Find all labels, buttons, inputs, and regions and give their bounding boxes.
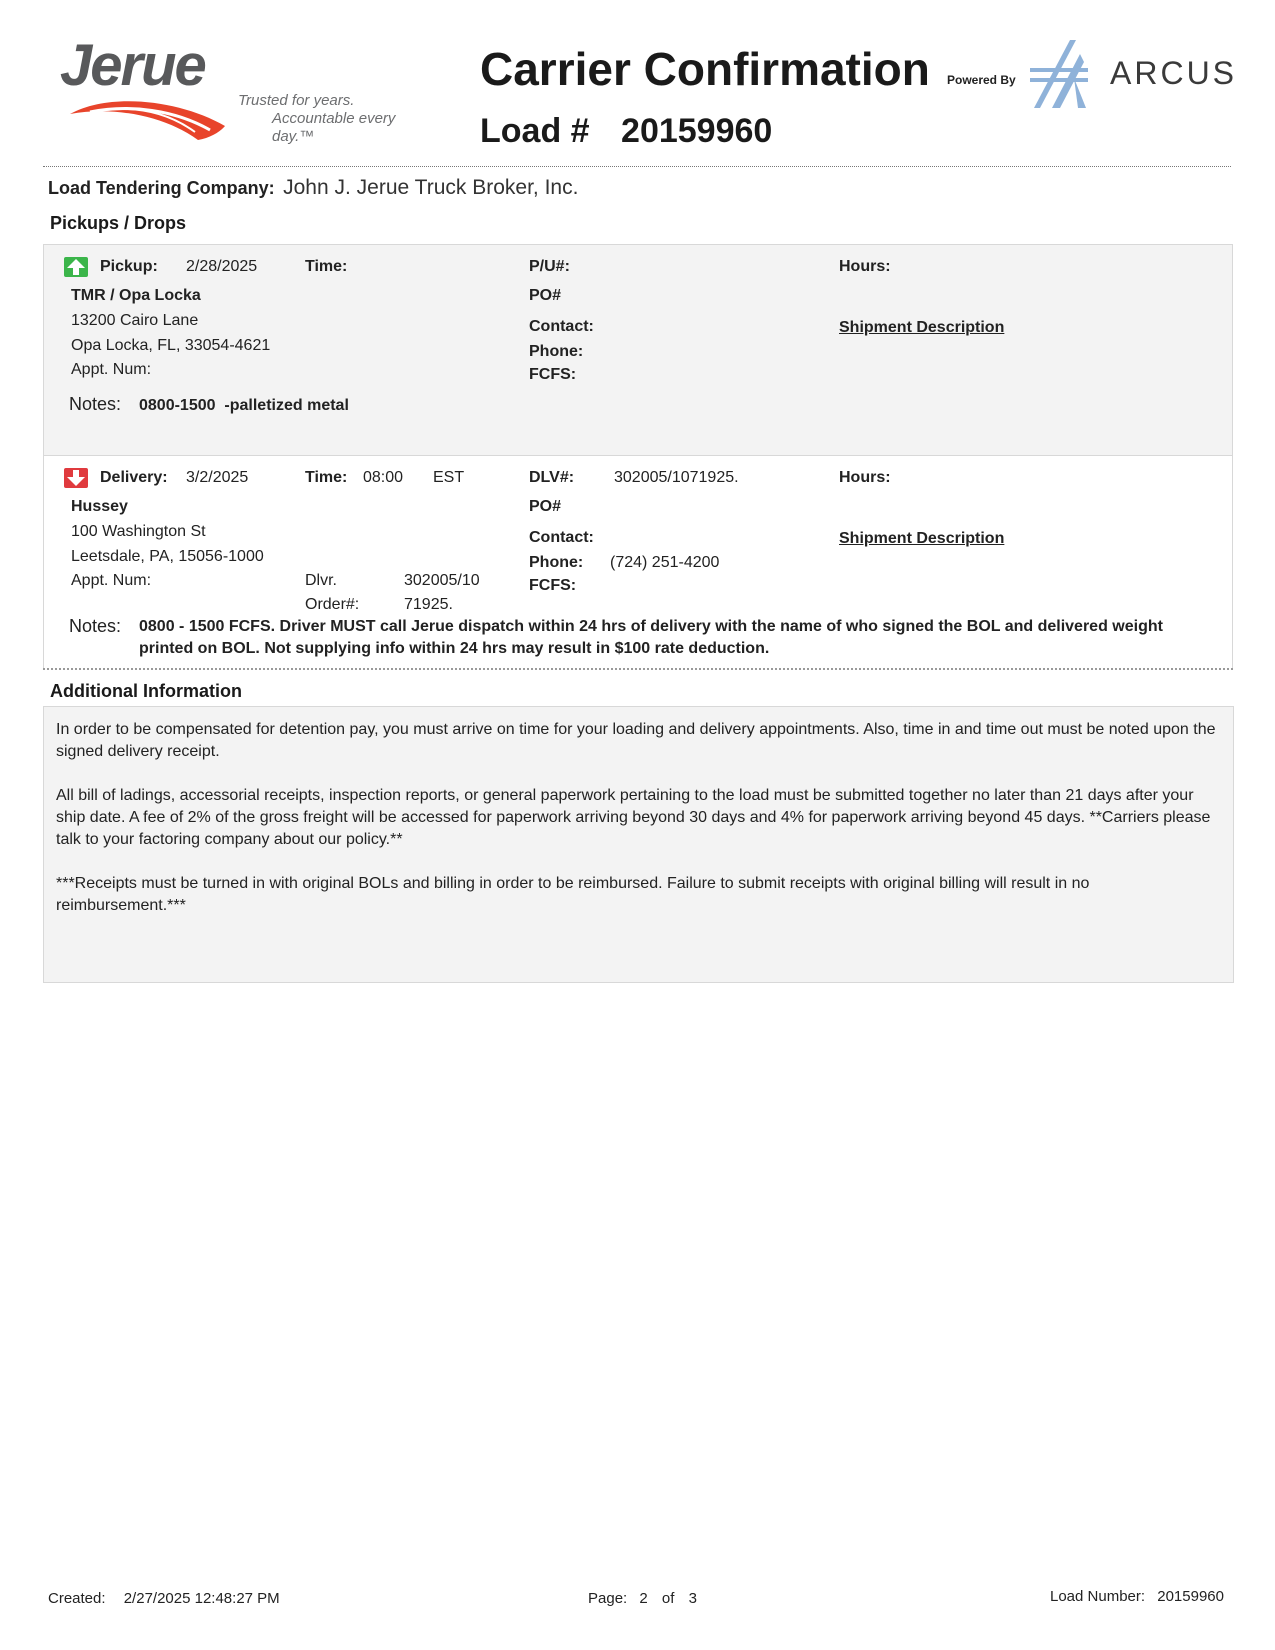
page-total: 3 — [688, 1590, 697, 1607]
delivery-ref-value: 302005/1071925. — [614, 469, 739, 486]
arcus-logo-icon — [1030, 38, 1090, 110]
pickup-address1: 13200 Cairo Lane — [71, 312, 199, 329]
tendering-company — [48, 176, 578, 200]
additional-info-paragraph-1: In order to be compensated for detention pay, you must arrive on time for your loading and delivery appointments. Also, time in and time out must be noted upon the signed delivery receipt. — [56, 721, 1216, 760]
powered-by: Powered By — [947, 73, 1016, 87]
pickup-hours-label: Hours: — [839, 258, 891, 275]
dlvr-value-line1: 302005/10 — [404, 572, 480, 589]
pickup-appt-label: Appt. Num: — [71, 361, 152, 378]
pickup-notes-label: Notes: — [69, 394, 122, 414]
delivery-ref-label: DLV#: — [529, 469, 575, 486]
pickup-address2: Opa Locka, FL, 33054-4621 — [71, 337, 271, 354]
dlvr-label-line1: Dlvr. — [305, 572, 337, 589]
footer-load-number-value: 20159960 — [1157, 1588, 1224, 1605]
pickup-contact-label: Contact: — [529, 318, 594, 335]
additional-info-heading: Additional Information — [50, 681, 242, 701]
delivery-notes-line2: printed on BOL. Not supplying info within 24 hrs may result in $100 rate deduction. — [139, 640, 770, 657]
pickup-time-label: Time: — [305, 258, 348, 275]
delivery-shipment-description-link[interactable]: Shipment Description — [839, 530, 1005, 547]
delivery-date: 3/2/2025 — [186, 469, 249, 486]
page-of: of — [661, 1590, 675, 1607]
delivery-address2: Leetsdale, PA, 15056-1000 — [71, 548, 264, 565]
footer-load-number-label: Load Number: — [1050, 1588, 1146, 1605]
created-label: Created: — [48, 1590, 106, 1607]
page-title: Carrier Confirmation — [480, 43, 930, 95]
tendering-label: Load Tendering Company: — [48, 178, 275, 198]
delivery-notes-line1: 0800 - 1500 FCFS. Driver MUST call Jerue dispatch within 24 hrs of delivery with the name of who signed the BOL and delivered weight — [139, 618, 1163, 635]
delivery-notes-label: Notes: — [69, 616, 122, 636]
brand-logo — [58, 32, 228, 142]
load-label: Load # — [480, 112, 590, 150]
pickup-shipment-description-link[interactable]: Shipment Description — [839, 319, 1005, 336]
delivery-dlvr-value — [404, 569, 480, 617]
delivery-po-label: PO# — [529, 498, 562, 515]
pickup-notes: 0800-1500 -palletized metal — [139, 397, 349, 414]
tagline-line1: Trusted for years. — [238, 92, 355, 109]
arcus-wordmark: ARCUS — [1110, 55, 1238, 91]
additional-info-panel — [43, 706, 1234, 983]
tagline-line2: Accountable every day.™ — [272, 110, 396, 145]
pickup-date: 2/28/2025 — [186, 258, 258, 275]
page-current: 2 — [639, 1590, 648, 1607]
delivery-panel — [43, 456, 1233, 668]
pickup-panel — [43, 244, 1233, 456]
additional-info-paragraph-2: All bill of ladings, accessorial receipts, inspection reports, or general paperwork pertaining to the load must be submitted together no later than 21 days after your ship date. A fee of 2% of the gross freight will be accessed for paperwork arriving beyond 30 days and 4% for paperwork arriving beyond 45 days. **Carriers please talk to your factoring company about our policy.** — [56, 787, 1211, 848]
created-value: 2/27/2025 12:48:27 PM — [123, 1590, 280, 1607]
up-arrow-icon — [64, 257, 88, 277]
footer-load-number — [1050, 1588, 1224, 1605]
delivery-contact-label: Contact: — [529, 529, 594, 546]
delivery-hours-label: Hours: — [839, 469, 891, 486]
delivery-name: Hussey — [71, 498, 128, 515]
additional-info-paragraph-3: ***Receipts must be turned in with original BOLs and billing in order to be reimbursed. Failure to submit receipts with original billing will result in no reimbursement.*** — [56, 875, 1090, 914]
stops-heading: Pickups / Drops — [50, 213, 187, 233]
delivery-appt-label: Appt. Num: — [71, 572, 152, 589]
delivery-time-label: Time: — [305, 469, 348, 486]
load-number: 20159960 — [621, 112, 773, 150]
tagline — [238, 92, 438, 146]
header-divider — [43, 166, 1231, 167]
page-label: Page: — [588, 1590, 628, 1607]
load-number-heading — [480, 112, 772, 151]
tendering-value: John J. Jerue Truck Broker, Inc. — [283, 176, 579, 199]
delivery-time: 08:00 — [363, 469, 404, 486]
swoosh-icon — [70, 96, 230, 144]
pickup-phone-label: Phone: — [529, 343, 584, 360]
delivery-timezone: EST — [433, 469, 465, 486]
pickup-fcfs-label: FCFS: — [529, 366, 577, 383]
delivery-type-label: Delivery: — [100, 469, 168, 486]
pickup-ref-label: P/U#: — [529, 258, 570, 275]
delivery-address1: 100 Washington St — [71, 523, 206, 540]
delivery-dlvr-label — [305, 569, 359, 617]
delivery-phone-label: Phone: — [529, 554, 584, 571]
delivery-fcfs-label: FCFS: — [529, 577, 577, 594]
pickup-po-label: PO# — [529, 287, 562, 304]
delivery-notes — [139, 616, 1224, 660]
pickup-type-label: Pickup: — [100, 258, 158, 275]
dlvr-value-line2: 71925. — [404, 596, 453, 613]
footer-page — [588, 1590, 697, 1607]
pickup-name: TMR / Opa Locka — [71, 287, 201, 304]
brand-name: Jerue — [60, 33, 205, 98]
footer-created — [48, 1590, 280, 1607]
dlvr-label-line2: Order#: — [305, 596, 360, 613]
down-arrow-icon — [64, 468, 88, 488]
stops-bottom-divider — [43, 668, 1233, 670]
delivery-phone: (724) 251-4200 — [610, 554, 720, 571]
